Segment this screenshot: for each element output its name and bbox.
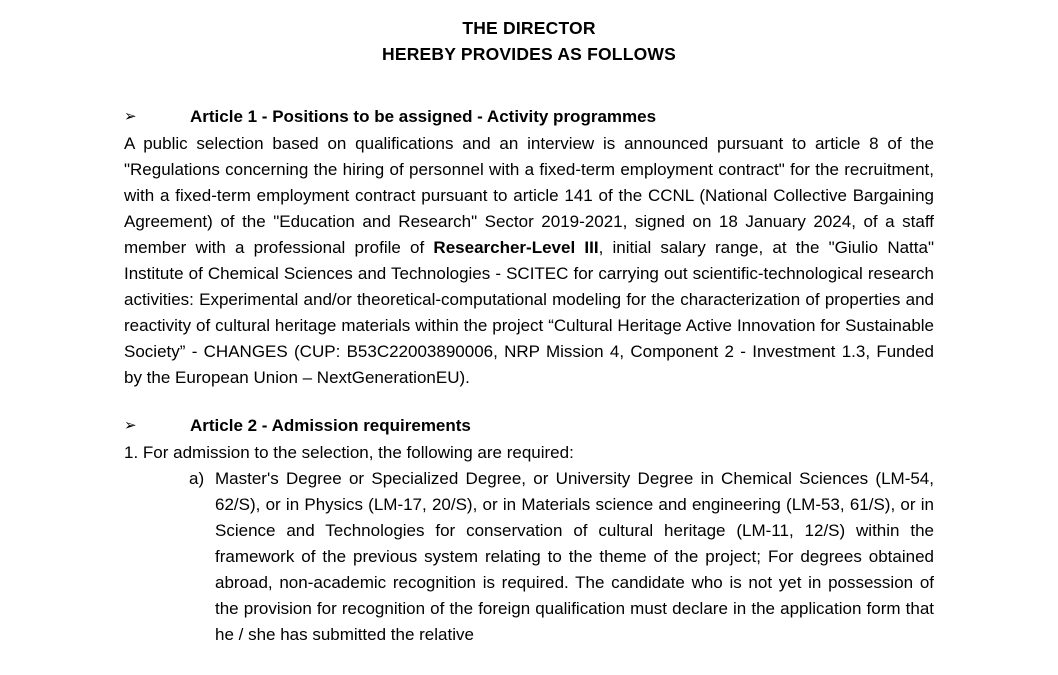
article-spacer [124, 391, 934, 413]
article-2-intro: 1. For admission to the selection, the following are required: [124, 443, 574, 462]
article-1-body-part-1: A public selection based on qualifications and an interview is announced pursuant to article 8 of the "Regulations concerning the hiring of personnel with a fixed-term employment contract" for the recruitment, with a fixed-term employment contract pursuant to article 141 of the CCNL (National Collective Bargaining Agreement) of the "Education and Research" Sector 2019-2021, signed on 18 January 2024, of a staff member with a professional profile of [124, 134, 934, 257]
list-item-marker: a) [189, 469, 205, 488]
bullet-marker-icon-2: ➢ [124, 417, 137, 434]
article-2-heading [124, 413, 934, 440]
article-1-body-bold: Researcher-Level III [433, 238, 599, 257]
document-content [124, 0, 934, 648]
title-spacer [124, 67, 934, 104]
list-item-text: Master's Degree or Specialized Degree, or University Degree in Chemical Sciences (LM-54, 62/S), or in Physics (LM-17, 20/S), or in Materials science and engineering (LM-53, 61/S), or in Science and Technologies for conservation of cultural heritage (LM-11, 12/S) within the framework of the previous system relating to the theme of the project; For degrees obtained abroad, non-academic recognition is required. The candidate who is not yet in possession of the provision for recognition of the foreign qualification must declare in the application form that he / she has submitted the relative [215, 469, 934, 644]
article-1-heading [124, 104, 934, 131]
article-1-body-part-2: , initial salary range, at the "Giulio Natta" Institute of Chemical Sciences and Technologies - SCITEC for carrying out scientific-technological research activities: Experimental and/or theoretical-computational modeling for the characterization of properties and reactivity of cultural heritage materials within the project “Cultural Heritage Active Innovation for Sustainable Society” - CHANGES (CUP: B53C22003890006, NRP Mission 4, Component 2 - Investment 1.3, Funded by the European Union – NextGenerationEU). [124, 238, 934, 387]
article-1-heading-text: Article 1 - Positions to be assigned - Activity programmes [190, 107, 657, 126]
article-1-body [124, 131, 934, 391]
document-title-line-1: THE DIRECTOR [462, 18, 596, 38]
document-title-line-2: HEREBY PROVIDES AS FOLLOWS [382, 44, 676, 64]
list-item [189, 466, 934, 648]
bullet-marker-icon: ➢ [124, 108, 137, 125]
article-2-heading-text: Article 2 - Admission requirements [190, 416, 471, 435]
